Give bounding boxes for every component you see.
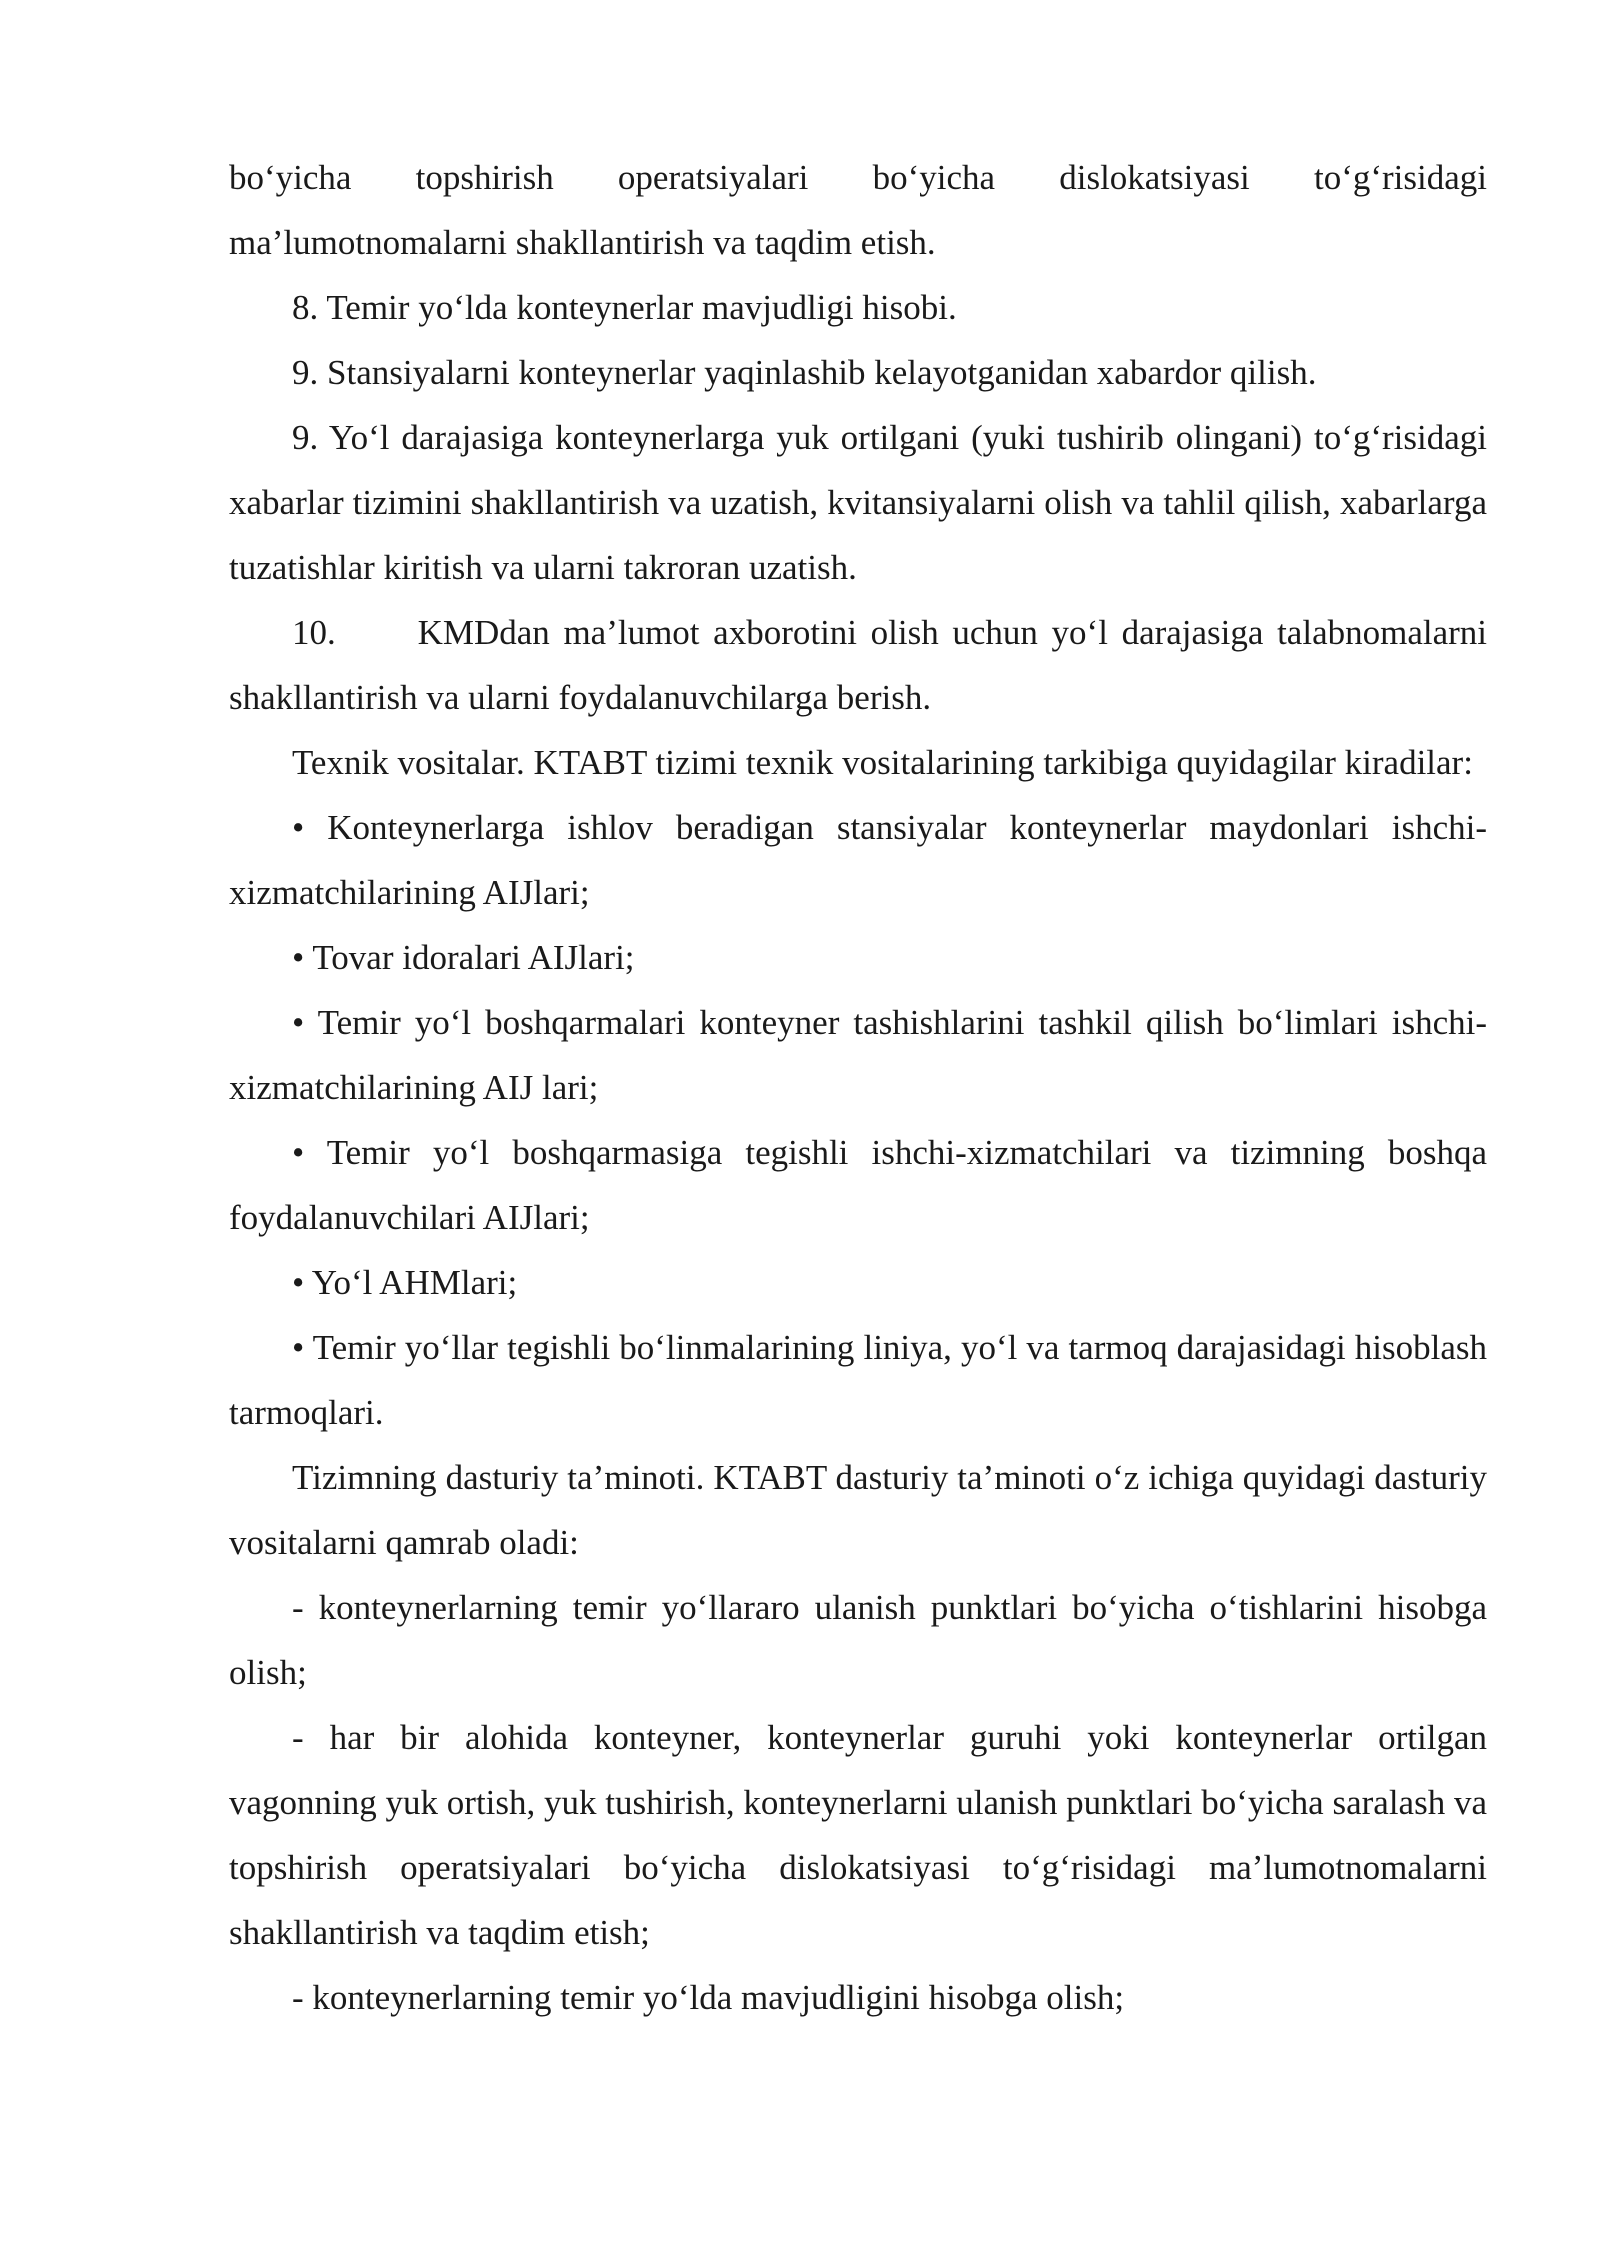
bullet-item: • Temir yo‘l boshqarmasiga tegishli ishchi-xizmatchilari va tizimning boshqa foydalanuvchilari AIJlari; bbox=[229, 1133, 1487, 1237]
dash-item: - konteynerlarning temir yo‘lda mavjudligini hisobga olish; bbox=[292, 1978, 1125, 2017]
dash-item: - har bir alohida konteyner, konteynerlar guruhi yoki konteynerlar ortilgan vagonning yuk ortish, yuk tushirish, konteynerlarni ulanish punktlari bo‘yicha saralash va topshirish operatsiyalari bo‘yicha dislokatsiyasi to‘g‘risidagi ma’lumotnomalarni shakllantirish va taqdim etish; bbox=[229, 1718, 1487, 1952]
document-page bbox=[229, 145, 1487, 2030]
paragraph-continuation: bo‘yicha topshirish operatsiyalari bo‘yicha dislokatsiyasi to‘g‘risidagi ma’lumotnomalarni shakllantirish va taqdim etish. bbox=[229, 158, 1487, 262]
bullet-item: • Tovar idoralari AIJlari; bbox=[292, 938, 635, 977]
dash-item: - konteynerlarning temir yo‘llararo ulanish punktlari bo‘yicha o‘tishlarini hisobga olish; bbox=[229, 1588, 1487, 1692]
bullet-item: • Temir yo‘l boshqarmalari konteyner tashishlarini tashkil qilish bo‘limlari ishchi-xizmatchilarining AIJ lari; bbox=[229, 1003, 1487, 1107]
paragraph-item-10: 10. KMDdan ma’lumot axborotini olish uchun yo‘l darajasiga talabnomalarni shakllantirish va ularni foydalanuvchilarga berish. bbox=[229, 613, 1487, 717]
paragraph-technical-means: Texnik vositalar. KTABT tizimi texnik vositalarining tarkibiga quyidagilar kiradilar: bbox=[292, 743, 1473, 782]
paragraph-software: Tizimning dasturiy ta’minoti. KTABT dasturiy ta’minoti o‘z ichiga quyidagi dasturiy vositalarni qamrab oladi: bbox=[229, 1458, 1487, 1562]
bullet-item: • Temir yo‘llar tegishli bo‘linmalarining liniya, yo‘l va tarmoq darajasidagi hisoblash tarmoqlari. bbox=[229, 1328, 1487, 1432]
paragraph-item-9a: 9. Stansiyalarni konteynerlar yaqinlashib kelayotganidan xabardor qilish. bbox=[292, 353, 1317, 392]
bullet-item: • Konteynerlarga ishlov beradigan stansiyalar konteynerlar maydonlari ishchi-xizmatchilarining AIJlari; bbox=[229, 808, 1487, 912]
bullet-item: • Yo‘l AHMlari; bbox=[292, 1263, 518, 1302]
paragraph-item-9b: 9. Yo‘l darajasiga konteynerlarga yuk ortilgani (yuki tushirib olingani) to‘g‘risidagi xabarlar tizimini shakllantirish va uzatish, kvitansiyalarni olish va tahlil qilish, xabarlarga tuzatishlar kiritish va ularni takroran uzatish. bbox=[229, 418, 1487, 587]
paragraph-item-8: 8. Temir yo‘lda konteynerlar mavjudligi hisobi. bbox=[292, 288, 957, 327]
